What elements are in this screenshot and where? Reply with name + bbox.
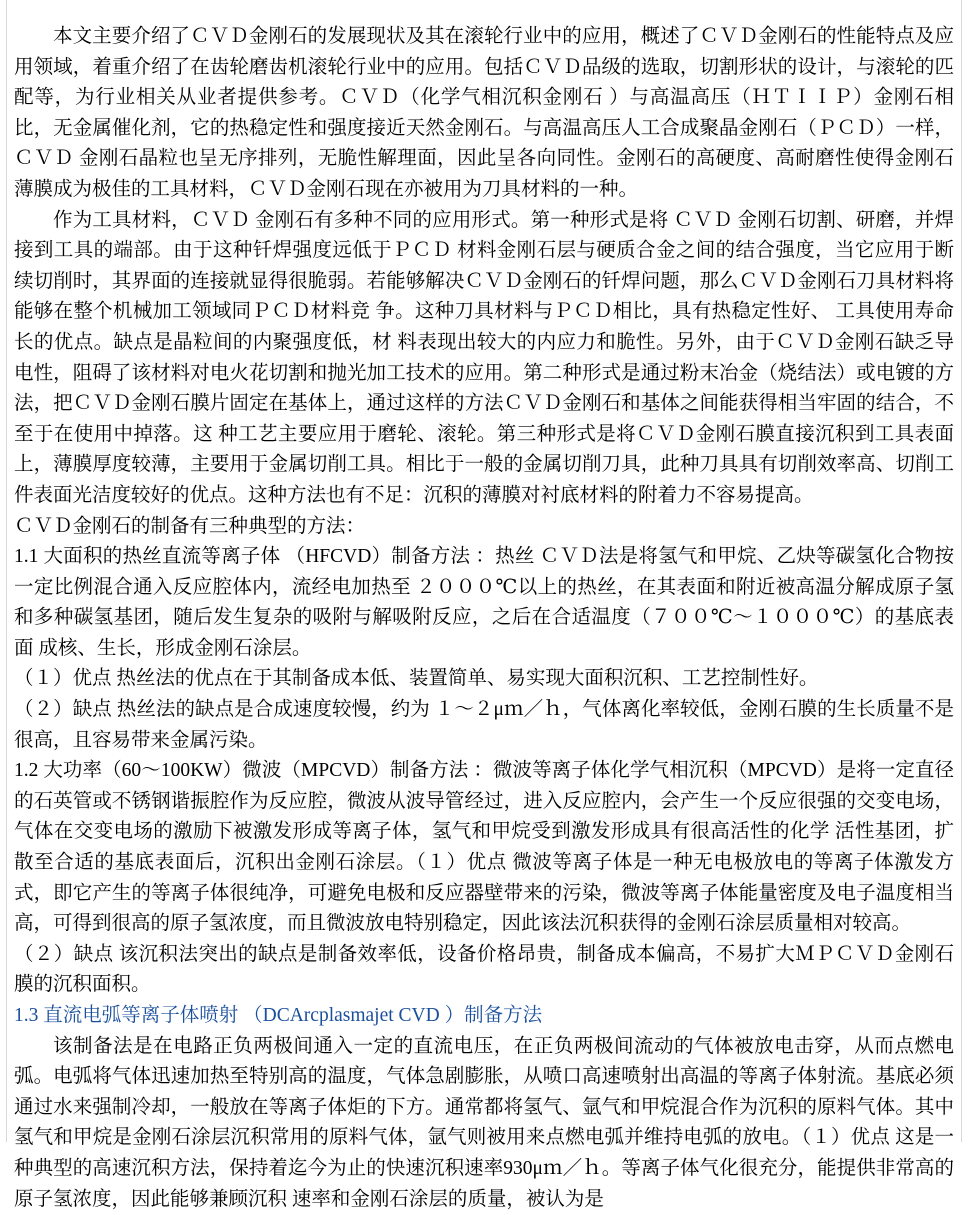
document-body bbox=[14, 22, 954, 1215]
section-1-2-disadvantages: （２）缺点 该沉积法突出的缺点是制备效率低，设备价格昂贵，制备成本偏高，不易扩大ＭＰＣＶＤ金刚石膜的沉积面积。 bbox=[14, 943, 954, 996]
page-right-edge bbox=[961, 0, 962, 1142]
section-1-1-disadvantages: （２）缺点 热丝法的缺点是合成速度较慢，约为 １～２μｍ／ｈ，气体离化率较低，金刚石膜的生长质量不是很高，且容易带来金属污染。 bbox=[14, 699, 954, 751]
page-left-edge bbox=[6, 0, 7, 1142]
paragraph-1: 本文主要介绍了ＣＶＤ金刚石的发展现状及其在滚轮行业中的应用，概述了ＣＶＤ金刚石的性能特点及应用领域，着重介绍了在齿轮磨齿机滚轮行业中的应用。包括ＣＶＤ品级的选取，切割形状的设计，与滚轮的匹配等，为行业相关从业者提供参考。ＣＶＤ（化学气相沉积金刚石 ）与高温高压（ＨＴＩＩＰ）金刚石相比，无金属催化剂，它的热稳定性和强度接近天然金刚石。与高温高压人工合成聚晶金刚石（ＰＣＤ）一样，ＣＶＤ 金刚石晶粒也呈无序排列，无脆性解理面，因此呈各向同性。金刚石的高硬度、高耐磨性使得金刚石薄膜成为极佳的工具材料，ＣＶＤ金刚石现在亦被用为刀具材料的一种。 bbox=[14, 26, 954, 200]
section-1-3-heading: 1.3 直流电弧等离子体喷射 （DCArcplasmajet CVD ）制备方法 bbox=[14, 1005, 543, 1026]
section-1-3-body: 该制备法是在电路正负两极间通入一定的直流电压，在正负两极间流动的气体被放电击穿，从而点燃电弧。电弧将气体迅速加热至特别高的温度，气体急剧膨胀，从喷口高速喷射出高温的等离子体射流。基底必须通过水来强制冷却，一般放在等离子体炬的下方。通常都将氢气、氩气和甲烷混合作为沉积的原料气体。其中氢气和甲烷是金刚石涂层沉积常用的原料气体，氩气则被用来点燃电弧并维持电弧的放电。（１）优点 这是一种典型的高速沉积方法，保持着迄今为止的快速沉积速率930μｍ／ｈ。等离子体气化很充分，能提供非常高的原子氢浓度，因此能够兼顾沉积 速率和金刚石涂层的质量，被认为是 bbox=[14, 1035, 954, 1210]
preparation-methods-heading: ＣＶＤ金刚石的制备有三种典型的方法： bbox=[14, 515, 366, 537]
section-1-2-mpcvd: 1.2 大功率（60～100KW）微波（MPCVD）制备方法 ：微波等离子体化学气相沉积（MPCVD）是将一定直径的石英管或不锈钢谐振腔作为反应腔，微波从波导管经过，进入反应腔内，会产生一个反应很强的交变电场，气体在交变电场的激励下被激发形成等离子体，氢气和甲烷受到激发形成具有很高活性的化学 活性基团，扩散至合适的基底表面后，沉积出金刚石涂层。（１）优点 微波等离子体是一种无电极放电的等离子体激发方式，即它产生的等离子体很纯净，可避免电极和反应器壁带来的污染，微波等离子体能量密度及电子温度相当高，可得到很高的原子氢浓度，而且微波放电特别稳定，因此该法沉积获得的金刚石涂层质量相对较高。 bbox=[14, 760, 954, 935]
paragraph-2: 作为工具材料，ＣＶＤ 金刚石有多种不同的应用形式。第一种形式是将 ＣＶＤ 金刚石切割、研磨，并焊接到工具的端部。由于这种钎焊强度远低于ＰＣＤ 材料金刚石层与硬质合金之间的结合强度，当它应用于断续切削时，其界面的连接就显得很脆弱。若能够解决ＣＶＤ金刚石的钎焊问题，那么ＣＶＤ金刚石刀具材料将能够在整个机械加工领域同ＰＣＤ材料竞 争。这种刀具材料与ＰＣＤ相比，具有热稳定性好、 工具使用寿命长的优点。缺点是晶粒间的内聚强度低，材 料表现出较大的内应力和脆性。另外，由于ＣＶＤ金刚石缺乏导电性，阻碍了该材料对电火花切割和抛光加工技术的应用。第二种形式是通过粉末冶金（烧结法）或电镀的方法，把ＣＶＤ金刚石膜片固定在基体上，通过这样的方法ＣＶＤ金刚石和基体之间能获得相当牢固的结合，不至于在使用中掉落。这 种工艺主要应用于磨轮、滚轮。第三种形式是将ＣＶＤ金刚石膜直接沉积到工具表面上，薄膜厚度较薄，主要用于金属切削工具。相比于一般的金属切削刀具，此种刀具具有切削效率高、切削工件表面光洁度较好的优点。这种方法也有不足：沉积的薄膜对衬底材料的附着力不容易提高。 bbox=[14, 209, 954, 506]
section-1-1-advantages: （１）优点 热丝法的优点在于其制备成本低、装置简单、易实现大面积沉积、工艺控制性好。 bbox=[14, 668, 819, 690]
section-1-1-hfcvd: 1.1 大面积的热丝直流等离子体 （HFCVD）制备方法 ：热丝 ＣＶＤ法是将氢气和甲烷、乙炔等碳氢化合物按一定比例混合通入反应腔体内，流经电加热至 ２０００℃以上的热丝，在其表面和附近被高温分解成原子氢和多种碳氢基团，随后发生复杂的吸附与解吸附反应，之后在合适温度（７００℃～１０００℃）的基底表面 成核、生长，形成金刚石涂层。 bbox=[14, 546, 954, 659]
